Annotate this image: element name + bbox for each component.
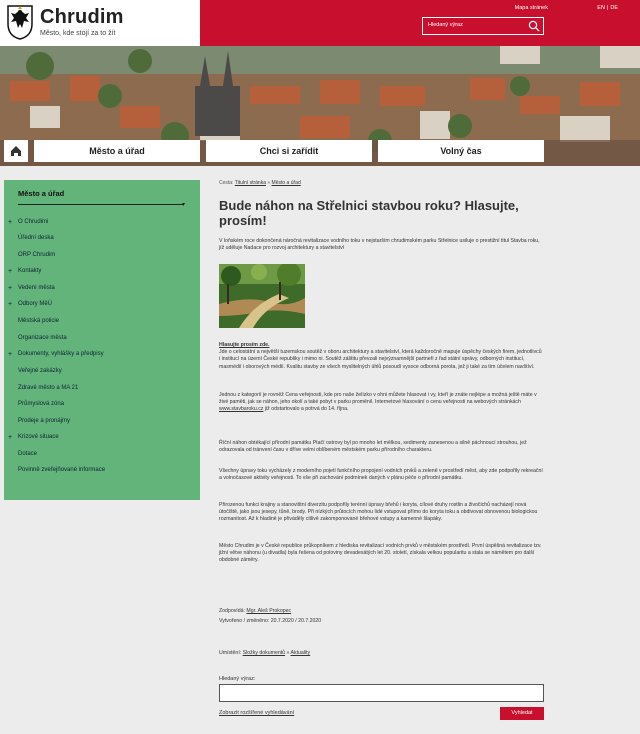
paragraph-modern: Všechny úpravy toku vycházely z moderního pojetí funkčního propojení vodních prvků a zeleně v prostředí měst, aby zde podpořily rekreační a volnočasové aktivity veřejnosti. To vše při zachování podmínek daných v plánu péče o přírodní památku. <box>219 468 543 482</box>
nav-item-chci-si-zaridit[interactable]: Chci si zařídit <box>206 140 372 162</box>
site-header <box>0 0 640 46</box>
paragraph-public-prize: Jednou z kategorií je rovněž Cena veřejnosti, kde pro naše želízko v ohni můžete hlasovat i vy, kteří je znáte nejlépe a možná ještě máte v živé paměti, jak se náhon, jeho okolí a také pobyt v parku proměnil. Internetové hlasování o cenu veřejnosti na webových stránkách www.stavbaroku.cz již odstartovalo a potrvá do 14. října. <box>219 392 537 413</box>
sidebar-item-vedeni-mesta[interactable]: + Vedení města <box>8 285 55 292</box>
page-title: Bude náhon na Střelnici stavbou roku? Hlasujte, prosím! <box>219 198 519 228</box>
sidebar-divider <box>18 204 184 205</box>
responsible-person: Zodpovídá: Mgr. Aleš Prokopec Vytvořeno / změněno: 20.7.2020 / 20.7.2020 <box>219 608 544 625</box>
bottom-search-input[interactable] <box>219 684 544 702</box>
nav-item-mesto-a-urad[interactable]: Město a úřad <box>34 140 200 162</box>
expand-plus-icon[interactable]: + <box>8 301 13 308</box>
paragraph-nature: Přirozenou funkci krajiny a stanovištní diverzitu podpořily terénní úpravy břehů i koryta, cílové druhy rostlin a živočichů nacházejí nová útočiště, jako jsou jesepy, tůně, brody. Při nízkých průtocích mohou lidé vstupovat přímo do koryta toku a obdivovat obnovenou biologickou rozmanitost. Až k hladině je přiváděly citlivě zakomponované břehové vstupy a kamenné šlapáky. <box>219 502 538 523</box>
logo-link[interactable] <box>0 0 200 46</box>
document-location: Umístění: Složky dokumentů » Aktuality <box>219 650 311 656</box>
search-icon[interactable] <box>528 20 540 32</box>
search-button[interactable]: Vyhledat <box>500 707 544 720</box>
breadcrumb-link-home[interactable]: Titulní stránka <box>234 180 266 186</box>
sidebar-item-povinne-informace[interactable]: Povinně zveřejňované informace <box>18 467 106 473</box>
sidebar-item-verejne-zakazky[interactable]: Veřejné zakázky <box>18 368 62 374</box>
home-button[interactable] <box>4 140 28 162</box>
created-date: Vytvořeno / změněno: 20.7.2020 / 20.7.2020 <box>219 618 322 625</box>
paragraph-pioneer: Město Chrudim je v České republice průkopníkem z hlediska revitalizací vodních prvků v městském prostředí. První úspěšná revitalizace tzv. jižní větve náhonu (u divadla) byla řešena od poloviny devadesátých let 20. století, získala velkou popularitu a stala se námětem pro další obdobné záměry. <box>219 543 542 564</box>
sidebar-item-orp-chrudim[interactable]: ORP Chrudim <box>18 252 56 258</box>
paragraph-history: Říční náhon obtékající přírodní památku Ptačí ostrovy byl po mnoho let mělkou, sedimenty zanesenou a silně páchnoucí strouhou, jež odrazovala od tránvení času v dříve velmi oblíbeném městském parku přírodního charakteru. <box>219 440 527 454</box>
sidebar-item-uredni-deska[interactable]: Úřední deska <box>18 235 54 241</box>
header-bar <box>200 0 640 46</box>
advanced-search-link[interactable]: Zobrazit rozšířené vyhledávání <box>219 710 295 716</box>
expand-plus-icon[interactable]: + <box>8 285 13 292</box>
language-switcher: EN | DE <box>597 5 618 11</box>
bottom-search-label: Hledaný výraz: <box>219 676 256 682</box>
nav-item-volny-cas[interactable]: Volný čas <box>378 140 544 162</box>
expand-plus-icon[interactable]: + <box>8 434 13 441</box>
site-subtitle: Město, kde stojí za to žít <box>40 30 116 37</box>
header-search-input[interactable] <box>422 17 544 35</box>
sidebar-item-dotace[interactable]: Dotace <box>18 451 38 457</box>
park-stream-image <box>219 264 305 328</box>
breadcrumb-link-mesto-a-urad[interactable]: Město a úřad <box>271 180 301 186</box>
sidebar-title[interactable]: Město a úřad <box>18 189 65 198</box>
city-crest-icon <box>6 4 34 40</box>
sidebar-item-o-chrudimi[interactable]: + O Chrudimi <box>8 219 49 226</box>
sidebar-item-prodeje[interactable]: Prodeje a pronájmy <box>18 418 71 424</box>
sidebar-item-odbory-meu[interactable]: + Odbory MěÚ <box>8 301 53 308</box>
location-link-news[interactable]: Aktuality <box>290 650 311 656</box>
vote-link[interactable]: Hlasujte prosím zde. <box>219 342 270 348</box>
sidebar-item-zdrave-mesto[interactable]: Zdravé město a MA 21 <box>18 385 79 391</box>
main-nav <box>0 140 640 162</box>
sidebar <box>4 180 200 500</box>
location-link-folders[interactable]: Složky dokumentů <box>242 650 286 656</box>
sitemap-link[interactable]: Mapa stránek <box>514 5 548 11</box>
article-photo[interactable] <box>219 264 305 328</box>
sidebar-item-kontakty[interactable]: + Kontakty <box>8 268 42 275</box>
site-title: Chrudim <box>40 6 124 28</box>
sidebar-item-dokumenty[interactable]: + Dokumenty, vyhlášky a předpisy <box>8 351 104 358</box>
paragraph-vote: Hlasujte prosím zde. Jde o celostátní a největší tuzemskou soutěž v oboru architektury a stavitelství, která každoročně mapuje úspěchy českých firem, jednotlivců i institucí na území České republiky i mimo ni. Soutěž záštitu převzali nejvýznamnější partneři z řad státní správy, odborných institucí, masmédií i oborových médií. Kvalitu stavby ze všech myslitelných úhlů posoudí vysoce odborná porota, jež ji také za tím účelem navštíví. <box>219 342 542 370</box>
responsible-person-link[interactable]: Mgr. Aleš Prokopec <box>246 608 292 614</box>
expand-plus-icon[interactable]: + <box>8 268 13 275</box>
intro-paragraph: V loňském roce dokončená náročná revitalizace vodního toku v nejstarším chrudimském parku Střelnice usiluje o prestižní titul Stavba roku, jíž uděluje Nadace pro rozvoj architektury a stavitelství <box>219 238 540 252</box>
expand-plus-icon[interactable]: + <box>8 351 13 358</box>
sidebar-item-organizace-mesta[interactable]: Organizace města <box>18 335 67 341</box>
expand-plus-icon[interactable]: + <box>8 219 13 226</box>
home-icon <box>4 140 28 162</box>
lang-de-link[interactable]: DE <box>610 5 618 11</box>
sidebar-item-mestska-policie[interactable]: Městská policie <box>18 318 60 324</box>
lang-en-link[interactable]: EN <box>597 5 605 11</box>
search-placeholder: Hledaný výraz <box>428 22 463 28</box>
chevron-down-icon: ▾ <box>182 202 186 208</box>
breadcrumb: Cesta: Titulní stránka » Město a úřad <box>219 180 301 186</box>
sidebar-item-prumyslova-zona[interactable]: Průmyslová zóna <box>18 401 65 407</box>
stavbaroku-link[interactable]: www.stavbaroku.cz <box>219 406 264 413</box>
sidebar-item-krizove-situace[interactable]: + Krizové situace <box>8 434 59 441</box>
